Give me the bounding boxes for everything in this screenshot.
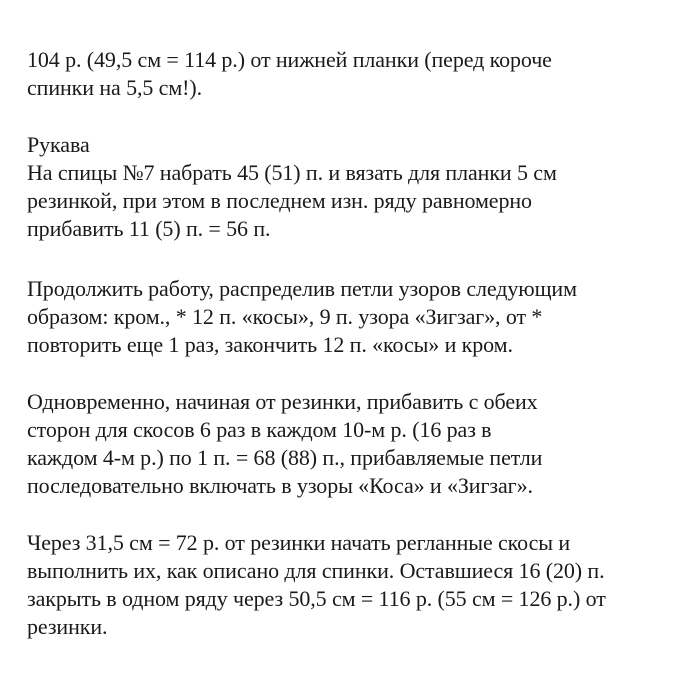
text-line: закрыть в одном ряду через 50,5 см = 116 р. (55 см = 126 р.) от xyxy=(27,586,606,611)
text-line: сторон для скосов 6 раз в каждом 10-м р. (16 раз в xyxy=(27,417,492,442)
section-heading: Рукава xyxy=(27,132,90,157)
text-line: образом: кром., * 12 п. «косы», 9 п. узора «Зигзаг», от * xyxy=(27,304,543,329)
text-line: Через 31,5 см = 72 р. от резинки начать регланные скосы и xyxy=(27,530,571,555)
text-line: резинкой, при этом в последнем изн. ряду равномерно xyxy=(27,188,532,213)
text-line: спинки на 5,5 см!). xyxy=(27,75,203,100)
text-line: последовательно включать в узоры «Коса» и «Зигзаг». xyxy=(27,473,533,498)
text-line: каждом 4-м р.) по 1 п. = 68 (88) п., прибавляемые петли xyxy=(27,445,543,470)
paragraph-raglan xyxy=(27,529,677,641)
text-line: выполнить их, как описано для спинки. Оставшиеся 16 (20) п. xyxy=(27,558,605,583)
paragraph-increases xyxy=(27,388,677,500)
text-line: На спицы №7 набрать 45 (51) п. и вязать для планки 5 см xyxy=(27,160,557,185)
text-line: 104 р. (49,5 см = 114 р.) от нижней планки (перед короче xyxy=(27,47,552,72)
text-line: резинки. xyxy=(27,614,108,639)
paragraph-pattern-layout xyxy=(27,275,677,359)
paragraph-sleeves xyxy=(27,131,677,243)
text-line: прибавить 11 (5) п. = 56 п. xyxy=(27,216,271,241)
text-line: Продолжить работу, распределив петли узоров следующим xyxy=(27,276,577,301)
paragraph-back-length xyxy=(27,46,677,102)
text-line: Одновременно, начиная от резинки, прибавить с обеих xyxy=(27,389,538,414)
text-line: повторить еще 1 раз, закончить 12 п. «косы» и кром. xyxy=(27,332,513,357)
